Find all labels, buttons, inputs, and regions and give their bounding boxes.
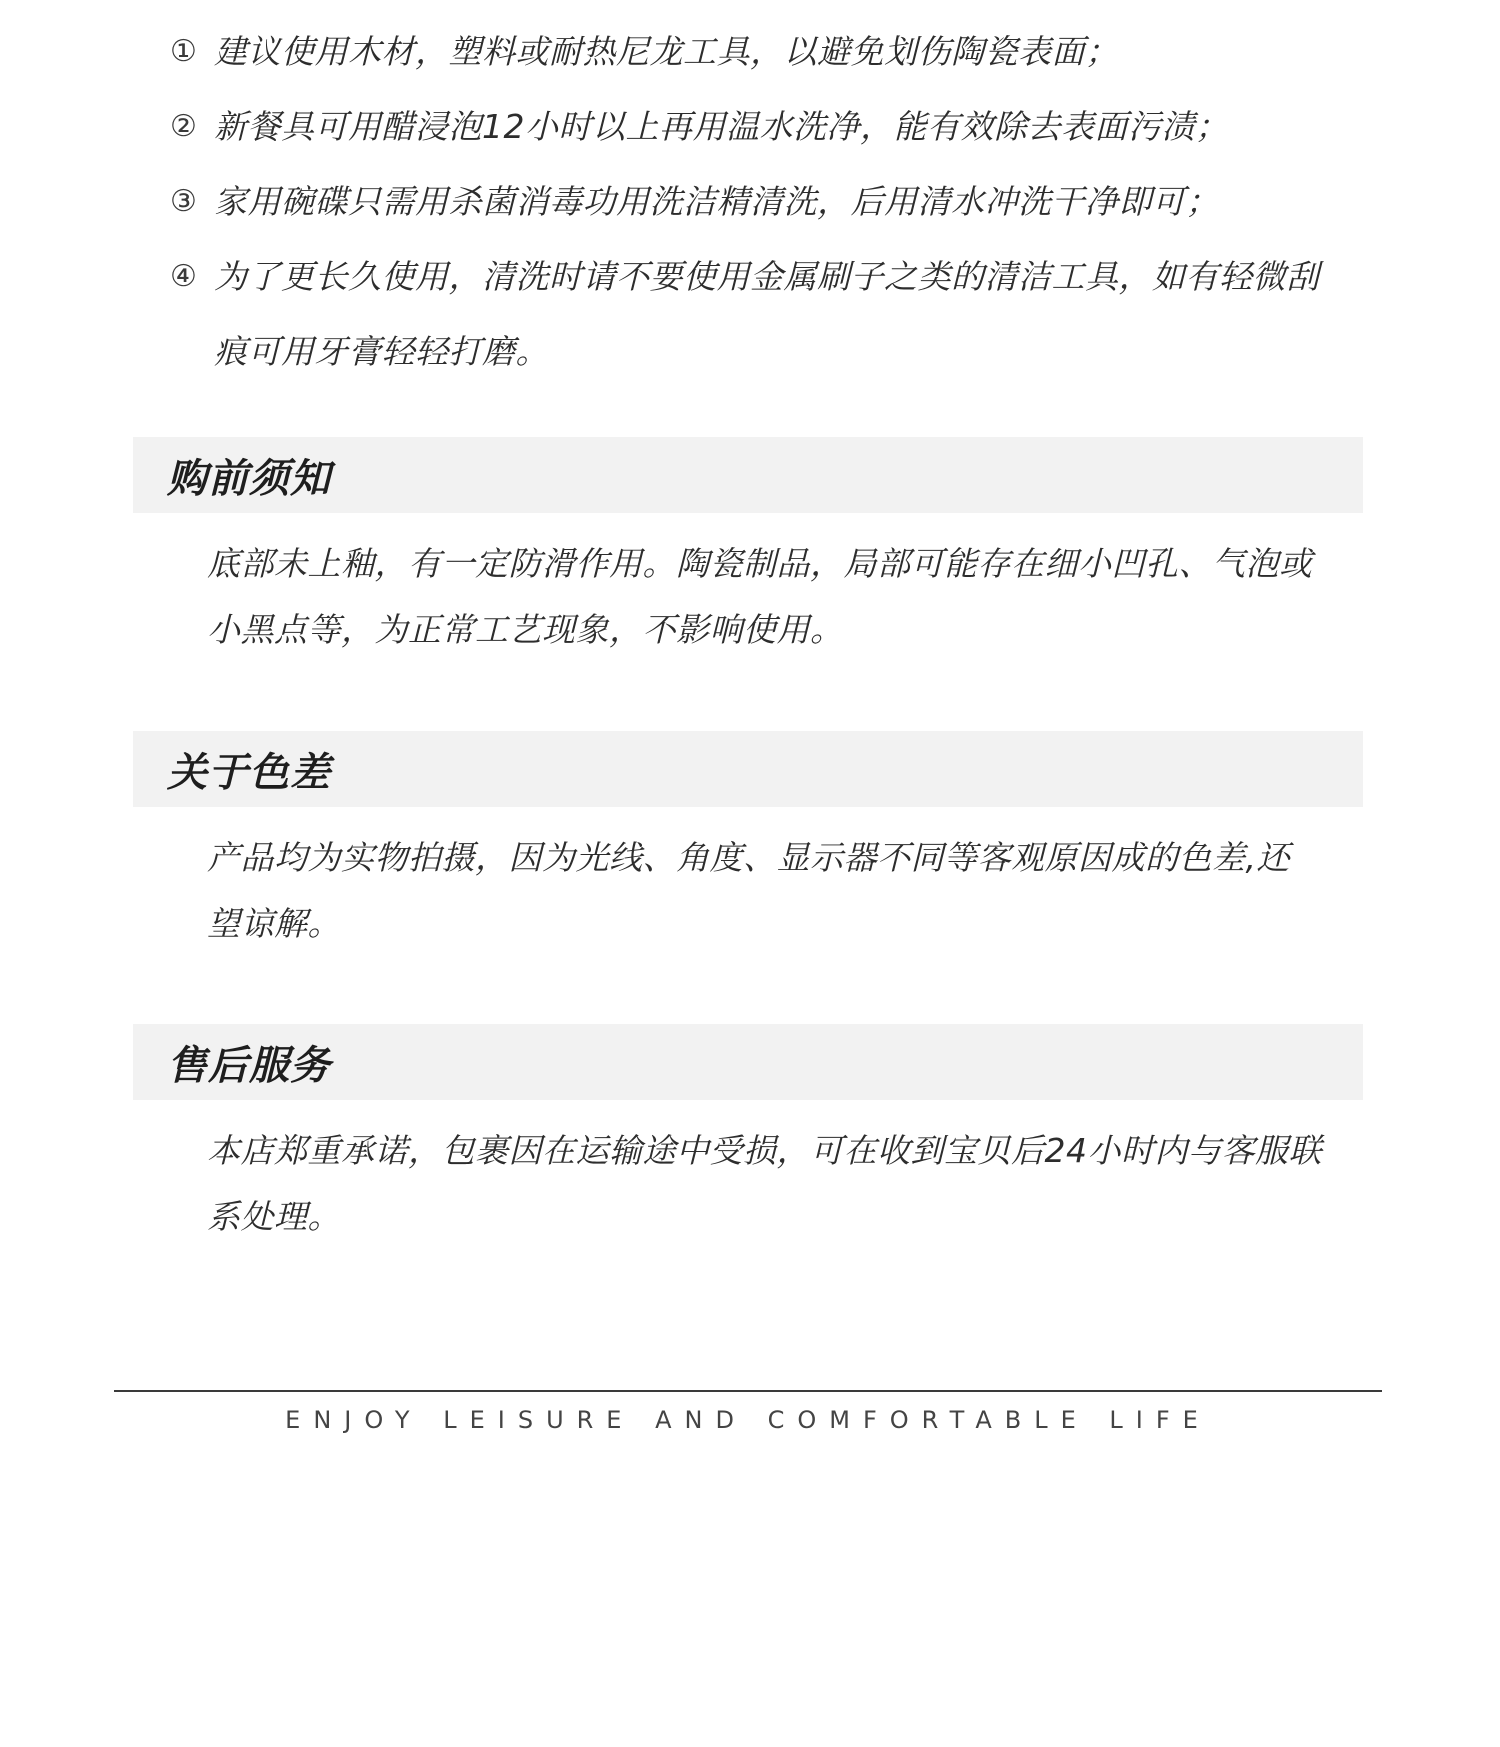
care-instruction-text: 新餐具可用醋浸泡12小时以上再用温水洗净，能有效除去表面污渍； [214, 107, 1229, 146]
care-instructions-list [170, 14, 1370, 389]
section-title: 关于色差 [167, 749, 331, 796]
section-body: 底部未上釉，有一定防滑作用。陶瓷制品，局部可能存在细小凹孔、气泡或小黑点等，为正常工艺现象，不影响使用。 [207, 544, 1313, 649]
purchase-notice-section [133, 437, 1363, 663]
care-instruction-text: 建议使用木材，塑料或耐热尼龙工具，以避免划伤陶瓷表面； [214, 32, 1119, 71]
care-instruction-item [170, 89, 1370, 164]
section-body: 产品均为实物拍摄，因为光线、角度、显示器不同等客观原因成的色差,还望谅解。 [207, 838, 1290, 943]
footer-divider [114, 1390, 1382, 1392]
care-instruction-number: ④ [170, 259, 198, 294]
care-instruction-item [170, 164, 1370, 239]
care-instruction-number: ① [170, 34, 198, 69]
care-instruction-text: 为了更长久使用，清洗时请不要使用金属刷子之类的清洁工具，如有轻微刮痕可用牙膏轻轻打磨。 [214, 257, 1320, 371]
after-sales-section [133, 1024, 1363, 1250]
section-body: 本店郑重承诺，包裹因在运输途中受损，可在收到宝贝后24小时内与客服联系处理。 [207, 1131, 1322, 1236]
color-difference-section [133, 731, 1363, 957]
care-instruction-item [170, 239, 1370, 389]
care-instruction-item [170, 14, 1370, 89]
section-title: 售后服务 [167, 1042, 331, 1089]
care-instruction-number: ③ [170, 184, 198, 219]
section-header [133, 1024, 1363, 1100]
section-header [133, 437, 1363, 513]
footer-tagline: ENJOY LEISURE AND COMFORTABLE LIFE [285, 1406, 1211, 1434]
section-title: 购前须知 [167, 455, 331, 502]
care-instruction-number: ② [170, 109, 198, 144]
care-instruction-text: 家用碗碟只需用杀菌消毒功用洗洁精清洗，后用清水冲洗干净即可； [214, 182, 1219, 221]
section-header [133, 731, 1363, 807]
